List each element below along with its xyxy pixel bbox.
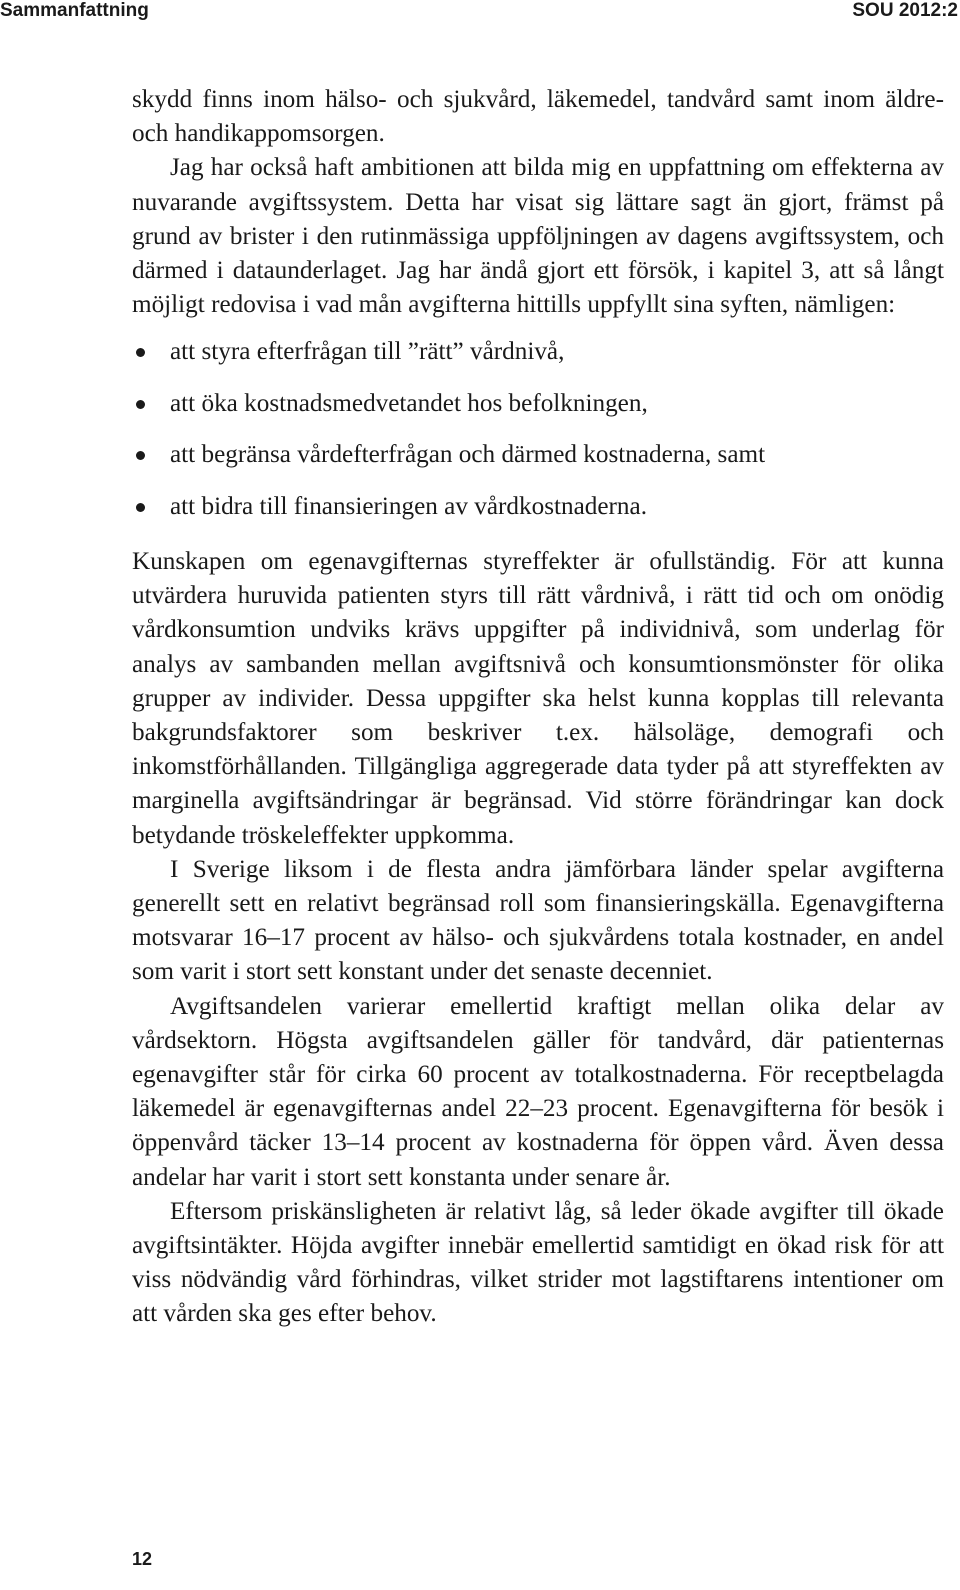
paragraph-price-sensitivity: Eftersom priskänsligheten är relativt låg, så leder ökade avgifter till ökade avgiftsintäkter. Höjda avgifter innebär emellertid samtidigt en ökad risk för att viss nödvändig vård förhindras, vilket strider mot lagstiftarens intentioner om att vården ska ges efter behov.	[132, 1197, 944, 1328]
list-item	[132, 438, 944, 472]
header-section-title: Sammanfattning	[0, 0, 149, 21]
paragraph-sweden: I Sverige liksom i de flesta andra jämförbara länder spelar avgifterna generellt sett en relativt begränsad roll som finansieringskälla. Egenavgifterna motsvarar 16–17 procent av hälso- och sjukvårdens totala kostnader, en andel som varit i stort sett konstant under det senaste decenniet.	[132, 855, 944, 986]
list-item-text: att bidra till finansieringen av vårdkostnaderna.	[170, 492, 648, 520]
list-item-text: att öka kostnadsmedvetandet hos befolkningen,	[170, 389, 648, 417]
purpose-bullet-list	[132, 335, 944, 524]
running-header	[0, 0, 960, 22]
header-document-id: SOU 2012:2	[852, 0, 958, 21]
bullet-icon	[136, 348, 145, 357]
list-item-text: att styra efterfrågan till ”rätt” vårdnivå,	[170, 338, 565, 366]
paragraph-ambition: Jag har också haft ambitionen att bilda mig en uppfattning om effekterna av nuvarande avgiftssystem. Detta har visat sig lättare sagt än gjort, främst på grund av brister i den rutinmässiga uppföljningen av dagens avgiftssystem, och därmed i dataunderlaget. Jag har ändå gjort ett försök, i kapitel 3, att så långt möjligt redovisa i vad mån avgifterna hittills uppfyllt sina syften, nämligen:	[132, 154, 944, 319]
paragraph-fee-share: Avgiftsandelen varierar emellertid kraftigt mellan olika delar av vårdsektorn. Högsta avgiftsandelen gäller för tandvård, där patienternas egenavgifter står för cirka 60 procent av totalkostnaderna. För receptbelagda läkemedel är egenavgifternas andel 22–23 procent. Egenavgifterna för besök i öppenvård täcker 13–14 procent av kostnaderna för öppen vård. Även dessa andelar har varit i stort sett konstanta under senare år.	[132, 992, 944, 1191]
list-item	[132, 335, 944, 369]
page-number: 12	[132, 1549, 153, 1569]
paragraph-knowledge: Kunskapen om egenavgifternas styreffekter är ofullständig. För att kunna utvärdera huruvida patienten styrs till rätt vårdnivå, i rätt tid och om onödig vårdkonsumtion undviks krävs uppgifter på individnivå, som underlag för analys av sambanden mellan avgiftsnivå och konsumtionsmönster för olika grupper av individer. Dessa uppgifter ska helst kunna kopplas till relevanta bakgrundsfaktorer som beskriver t.ex. hälsoläge, demografi och inkomstförhållanden. Tillgängliga aggregerade data tyder på att styreffekten av marginella avgiftsändringar är begränsad. Vid större förändringar kan dock betydande tröskeleffekter uppkomma.	[132, 547, 944, 849]
list-item	[132, 387, 944, 421]
bullet-icon	[136, 400, 145, 409]
list-item	[132, 490, 944, 524]
paragraph-continuation: skydd finns inom hälso- och sjukvård, läkemedel, tandvård samt inom äldre- och handikappomsorgen.	[132, 86, 944, 148]
page-body	[132, 83, 944, 1332]
list-item-text: att begränsa vårdefterfrågan och därmed kostnaderna, samt	[170, 441, 766, 469]
bullet-icon	[136, 451, 145, 460]
bullet-icon	[136, 503, 145, 512]
